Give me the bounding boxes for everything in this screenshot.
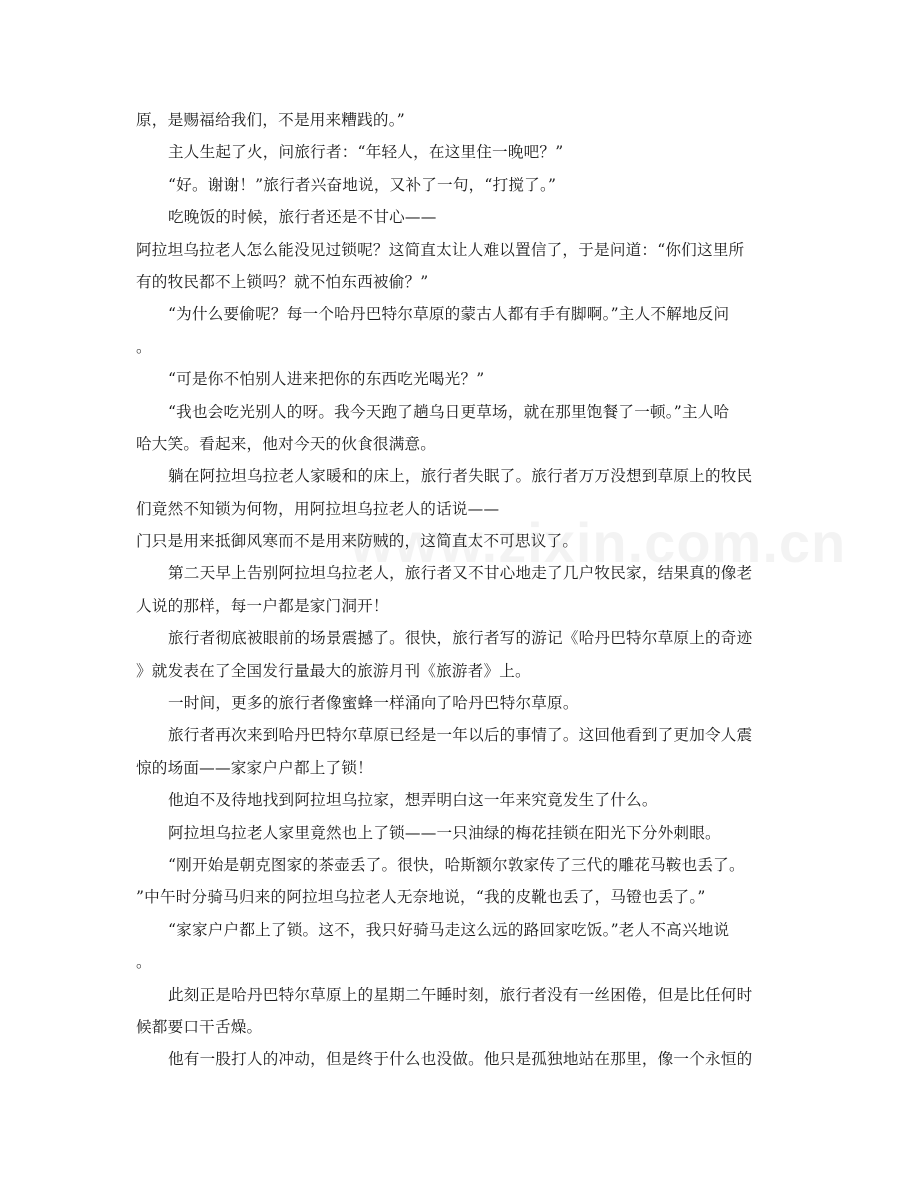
text-line: 门只是用来抵御风寒而不是用来防贼的，这简直太不可思议了。 xyxy=(136,532,579,551)
text-line: 有的牧民都不上锁吗？就不怕东西被偷？” xyxy=(136,272,429,291)
text-line: “我也会吃光别人的呀。我今天跑了趟乌日更草场，就在那里饱餐了一顿。”主人哈 xyxy=(168,402,730,421)
text-line: 他有一股打人的冲动，但是终于什么也没做。他只是孤独地站在那里，像一个永恒的 xyxy=(168,1050,753,1069)
text-line: 吃晚饭的时候，旅行者还是不甘心—— xyxy=(168,208,437,227)
text-line: 原，是赐福给我们，不是用来糟践的。” xyxy=(136,111,405,129)
text-line: 旅行者彻底被眼前的场景震撼了。很快，旅行者写的游记《哈丹巴特尔草原上的奇迹 xyxy=(168,629,753,648)
text-line: 第二天早上告别阿拉坦乌拉老人，旅行者又不甘心地走了几户牧民家，结果真的像老 xyxy=(168,564,753,583)
text-line: 。 xyxy=(136,337,152,356)
text-line: 惊的场面——家家户户都上了锁！ xyxy=(136,758,373,777)
text-line: 他迫不及待地找到阿拉坦乌拉家，想弄明白这一年来究竟发生了什么。 xyxy=(168,791,658,810)
text-line: 一时间，更多的旅行者像蜜蜂一样涌向了哈丹巴特尔草原。 xyxy=(168,694,579,713)
text-line: 主人生起了火，问旅行者：“年轻人，在这里住一晚吧？” xyxy=(168,143,564,162)
text-line: “刚开始是朝克图家的茶壶丢了。很快，哈斯额尔敦家传了三代的雕花马鞍也丢了。 xyxy=(168,855,745,874)
text-line: 阿拉坦乌拉老人怎么能没见过锁呢？这简直太让人难以置信了，于是问道：“你们这里所 xyxy=(136,240,745,259)
text-line: 。 xyxy=(136,953,152,972)
text-line: 候都要口干舌燥。 xyxy=(136,1017,263,1036)
text-line: 阿拉坦乌拉老人家里竟然也上了锁——一只油绿的梅花挂锁在阳光下分外刺眼。 xyxy=(168,823,721,842)
text-line: 旅行者再次来到哈丹巴特尔草原已经是一年以后的事情了。这回他看到了更加令人震 xyxy=(168,726,753,745)
text-line: “好。谢谢！”旅行者兴奋地说，又补了一句，“打搅了。” xyxy=(168,175,557,194)
text-line: 哈大笑。看起来，他对今天的伙食很满意。 xyxy=(136,434,437,453)
text-line: “为什么要偷呢？每一个哈丹巴特尔草原的蒙古人都有手有脚啊。”主人不解地反问 xyxy=(168,305,730,324)
text-line: 们竟然不知锁为何物，用阿拉坦乌拉老人的话说—— xyxy=(136,499,500,518)
text-line: 》就发表在了全国发行量最大的旅游月刊《旅游者》上。 xyxy=(136,661,531,680)
text-line: ”中午时分骑马归来的阿拉坦乌拉老人无奈地说，“我的皮靴也丢了，马镫也丢了。” xyxy=(136,888,706,907)
text-line: “家家户户都上了锁。这不，我只好骑马走这么远的路回家吃饭。”老人不高兴地说 xyxy=(168,920,730,939)
text-line: 躺在阿拉坦乌拉老人家暖和的床上，旅行者失眠了。旅行者万万没想到草原上的牧民 xyxy=(168,467,753,486)
text-line: 人说的那样，每一户都是家门洞开！ xyxy=(136,596,389,615)
text-line: 此刻正是哈丹巴特尔草原上的星期二午睡时刻，旅行者没有一丝困倦，但是比任何时 xyxy=(168,985,753,1004)
text-line: “可是你不怕别人进来把你的东西吃光喝光？” xyxy=(168,370,485,389)
